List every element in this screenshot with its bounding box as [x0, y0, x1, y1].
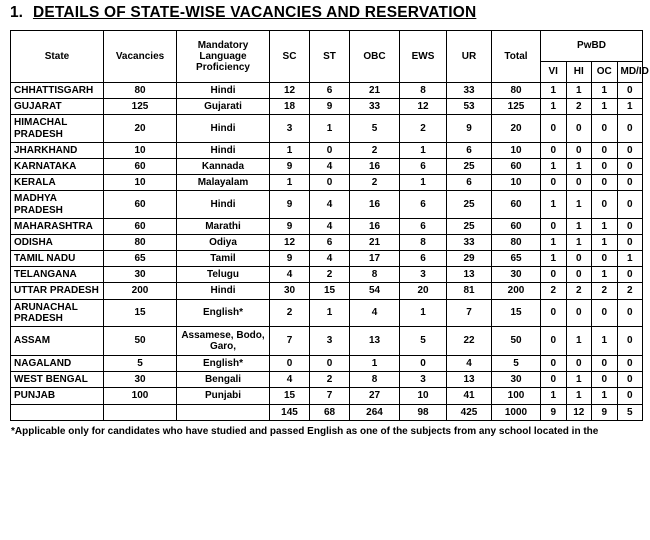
cell-oc: 1	[592, 234, 618, 250]
cell-language: Odiya	[177, 234, 270, 250]
cell-st: 4	[310, 191, 350, 218]
total-obc: 264	[350, 404, 400, 420]
col-header-pwbd: PwBD	[541, 31, 643, 62]
cell-vacancies: 60	[104, 218, 177, 234]
cell-vacancies: 60	[104, 191, 177, 218]
cell-blank	[11, 404, 104, 420]
cell-obc: 21	[350, 83, 400, 99]
cell-vacancies: 125	[104, 99, 177, 115]
cell-vacancies: 200	[104, 283, 177, 299]
cell-total: 15	[492, 299, 541, 326]
table-row	[11, 372, 643, 388]
cell-mdid: 2	[617, 283, 643, 299]
cell-vacancies: 30	[104, 267, 177, 283]
cell-st: 6	[310, 234, 350, 250]
cell-ews: 3	[400, 267, 447, 283]
col-header-st: ST	[310, 31, 350, 83]
cell-st: 15	[310, 283, 350, 299]
total-sc: 145	[270, 404, 310, 420]
cell-hi: 0	[566, 267, 592, 283]
total-hi: 12	[566, 404, 592, 420]
cell-language: Kannada	[177, 158, 270, 174]
cell-st: 4	[310, 218, 350, 234]
cell-total: 125	[492, 99, 541, 115]
cell-ews: 8	[400, 234, 447, 250]
cell-language: Marathi	[177, 218, 270, 234]
table-row	[11, 388, 643, 404]
cell-ur: 29	[447, 251, 492, 267]
table-row	[11, 142, 643, 158]
cell-st: 7	[310, 388, 350, 404]
cell-state: ARUNACHAL PRADESH	[11, 299, 104, 326]
table-row	[11, 175, 643, 191]
cell-vacancies: 50	[104, 327, 177, 356]
cell-ews: 6	[400, 158, 447, 174]
cell-obc: 17	[350, 251, 400, 267]
cell-vi: 1	[541, 388, 567, 404]
cell-state: PUNJAB	[11, 388, 104, 404]
cell-vi: 1	[541, 83, 567, 99]
cell-hi: 2	[566, 283, 592, 299]
col-header-total: Total	[492, 31, 541, 83]
col-header-vacancies: Vacancies	[104, 31, 177, 83]
total-ur: 425	[447, 404, 492, 420]
cell-state: TAMIL NADU	[11, 251, 104, 267]
cell-ur: 22	[447, 327, 492, 356]
cell-total: 80	[492, 234, 541, 250]
cell-vi: 1	[541, 158, 567, 174]
cell-state: UTTAR PRADESH	[11, 283, 104, 299]
cell-state: MADHYA PRADESH	[11, 191, 104, 218]
cell-ews: 6	[400, 191, 447, 218]
cell-language: Malayalam	[177, 175, 270, 191]
cell-state: JHARKHAND	[11, 142, 104, 158]
cell-language: Telugu	[177, 267, 270, 283]
cell-language: Hindi	[177, 115, 270, 142]
col-header-ur: UR	[447, 31, 492, 83]
table-row	[11, 218, 643, 234]
cell-vacancies: 65	[104, 251, 177, 267]
cell-total: 30	[492, 267, 541, 283]
cell-mdid: 0	[617, 327, 643, 356]
cell-hi: 1	[566, 83, 592, 99]
cell-st: 4	[310, 251, 350, 267]
cell-language: English*	[177, 299, 270, 326]
cell-obc: 8	[350, 372, 400, 388]
cell-sc: 30	[270, 283, 310, 299]
cell-total: 60	[492, 218, 541, 234]
cell-ews: 0	[400, 356, 447, 372]
cell-ews: 6	[400, 218, 447, 234]
cell-sc: 12	[270, 83, 310, 99]
cell-st: 0	[310, 356, 350, 372]
cell-oc: 0	[592, 175, 618, 191]
col-header-obc: OBC	[350, 31, 400, 83]
cell-hi: 0	[566, 356, 592, 372]
col-header-sc: SC	[270, 31, 310, 83]
cell-st: 6	[310, 83, 350, 99]
cell-total: 60	[492, 158, 541, 174]
cell-hi: 0	[566, 142, 592, 158]
cell-vacancies: 20	[104, 115, 177, 142]
cell-hi: 2	[566, 99, 592, 115]
table-row	[11, 158, 643, 174]
cell-language: Hindi	[177, 142, 270, 158]
cell-language: Gujarati	[177, 99, 270, 115]
cell-ews: 1	[400, 142, 447, 158]
cell-ur: 81	[447, 283, 492, 299]
cell-state: KERALA	[11, 175, 104, 191]
cell-vi: 0	[541, 372, 567, 388]
cell-mdid: 0	[617, 299, 643, 326]
col-header-oc: OC	[592, 62, 618, 83]
cell-st: 4	[310, 158, 350, 174]
cell-oc: 0	[592, 356, 618, 372]
cell-obc: 8	[350, 267, 400, 283]
cell-total: 60	[492, 191, 541, 218]
cell-sc: 9	[270, 191, 310, 218]
cell-hi: 1	[566, 158, 592, 174]
cell-language: Hindi	[177, 83, 270, 99]
section-number: 1.	[10, 4, 23, 21]
state-wise-vacancy-table	[10, 30, 649, 421]
cell-vi: 0	[541, 356, 567, 372]
cell-vacancies: 80	[104, 234, 177, 250]
cell-ur: 41	[447, 388, 492, 404]
cell-vacancies: 80	[104, 83, 177, 99]
cell-st: 0	[310, 142, 350, 158]
cell-oc: 1	[592, 388, 618, 404]
cell-state: NAGALAND	[11, 356, 104, 372]
cell-obc: 54	[350, 283, 400, 299]
cell-ur: 53	[447, 99, 492, 115]
cell-ur: 6	[447, 175, 492, 191]
cell-mdid: 1	[617, 251, 643, 267]
cell-sc: 9	[270, 218, 310, 234]
cell-oc: 1	[592, 218, 618, 234]
cell-obc: 21	[350, 234, 400, 250]
cell-ur: 13	[447, 372, 492, 388]
cell-vi: 2	[541, 283, 567, 299]
cell-vi: 1	[541, 99, 567, 115]
cell-oc: 0	[592, 372, 618, 388]
col-header-ews: EWS	[400, 31, 447, 83]
cell-oc: 0	[592, 299, 618, 326]
cell-state: HIMACHAL PRADESH	[11, 115, 104, 142]
cell-total: 50	[492, 327, 541, 356]
cell-vi: 0	[541, 142, 567, 158]
cell-sc: 7	[270, 327, 310, 356]
table-header	[11, 31, 649, 83]
cell-blank	[104, 404, 177, 420]
cell-oc: 0	[592, 115, 618, 142]
cell-mdid: 0	[617, 175, 643, 191]
cell-ews: 2	[400, 115, 447, 142]
cell-oc: 1	[592, 83, 618, 99]
cell-sc: 4	[270, 372, 310, 388]
cell-sc: 0	[270, 356, 310, 372]
cell-hi: 1	[566, 372, 592, 388]
cell-oc: 0	[592, 158, 618, 174]
table-row	[11, 115, 643, 142]
page-title	[8, 0, 642, 30]
cell-sc: 12	[270, 234, 310, 250]
cell-mdid: 0	[617, 372, 643, 388]
cell-st: 1	[310, 115, 350, 142]
cell-oc: 0	[592, 142, 618, 158]
cell-state: WEST BENGAL	[11, 372, 104, 388]
cell-ews: 10	[400, 388, 447, 404]
cell-mdid: 0	[617, 356, 643, 372]
cell-ur: 7	[447, 299, 492, 326]
cell-state: ODISHA	[11, 234, 104, 250]
cell-vacancies: 10	[104, 175, 177, 191]
cell-ur: 33	[447, 83, 492, 99]
cell-oc: 2	[592, 283, 618, 299]
cell-vi: 0	[541, 267, 567, 283]
cell-sc: 9	[270, 251, 310, 267]
cell-hi: 0	[566, 115, 592, 142]
table-row	[11, 356, 643, 372]
table-row	[11, 283, 643, 299]
cell-language: Tamil	[177, 251, 270, 267]
cell-obc: 16	[350, 191, 400, 218]
cell-st: 1	[310, 299, 350, 326]
table-row	[11, 83, 643, 99]
cell-total: 10	[492, 142, 541, 158]
cell-mdid: 0	[617, 267, 643, 283]
cell-hi: 1	[566, 218, 592, 234]
cell-state: GUJARAT	[11, 99, 104, 115]
cell-st: 2	[310, 267, 350, 283]
total-all: 1000	[492, 404, 541, 420]
cell-blank	[177, 404, 270, 420]
cell-mdid: 0	[617, 115, 643, 142]
cell-hi: 1	[566, 388, 592, 404]
cell-obc: 5	[350, 115, 400, 142]
col-header-mdid: MD/ID	[617, 62, 643, 83]
table-body	[11, 83, 643, 421]
cell-total: 20	[492, 115, 541, 142]
total-mdid: 5	[617, 404, 643, 420]
cell-state: KARNATAKA	[11, 158, 104, 174]
cell-hi: 0	[566, 175, 592, 191]
cell-oc: 1	[592, 99, 618, 115]
cell-vi: 0	[541, 299, 567, 326]
cell-obc: 13	[350, 327, 400, 356]
col-header-hi: HI	[566, 62, 592, 83]
cell-obc: 33	[350, 99, 400, 115]
cell-oc: 1	[592, 267, 618, 283]
cell-language: Hindi	[177, 283, 270, 299]
cell-st: 0	[310, 175, 350, 191]
cell-ews: 5	[400, 327, 447, 356]
table-row	[11, 234, 643, 250]
cell-hi: 1	[566, 234, 592, 250]
cell-ur: 25	[447, 158, 492, 174]
cell-ur: 25	[447, 191, 492, 218]
cell-ews: 20	[400, 283, 447, 299]
cell-state: ASSAM	[11, 327, 104, 356]
cell-sc: 15	[270, 388, 310, 404]
total-oc: 9	[592, 404, 618, 420]
table-row	[11, 191, 643, 218]
cell-total: 200	[492, 283, 541, 299]
cell-obc: 2	[350, 175, 400, 191]
cell-ur: 13	[447, 267, 492, 283]
cell-ur: 33	[447, 234, 492, 250]
cell-obc: 4	[350, 299, 400, 326]
cell-vi: 1	[541, 234, 567, 250]
col-header-state: State	[11, 31, 104, 83]
cell-vi: 0	[541, 175, 567, 191]
cell-vacancies: 30	[104, 372, 177, 388]
cell-ews: 6	[400, 251, 447, 267]
cell-vi: 0	[541, 218, 567, 234]
cell-sc: 3	[270, 115, 310, 142]
cell-ews: 1	[400, 299, 447, 326]
table-row	[11, 299, 643, 326]
cell-vacancies: 60	[104, 158, 177, 174]
cell-vi: 0	[541, 115, 567, 142]
cell-mdid: 0	[617, 388, 643, 404]
cell-language: English*	[177, 356, 270, 372]
cell-oc: 0	[592, 191, 618, 218]
cell-hi: 1	[566, 327, 592, 356]
table-row	[11, 267, 643, 283]
section-title: DETAILS OF STATE-WISE VACANCIES AND RESERVATION	[32, 4, 477, 21]
cell-hi: 1	[566, 191, 592, 218]
table-row	[11, 327, 643, 356]
cell-total: 30	[492, 372, 541, 388]
total-st: 68	[310, 404, 350, 420]
cell-ur: 6	[447, 142, 492, 158]
cell-total: 100	[492, 388, 541, 404]
cell-language: Punjabi	[177, 388, 270, 404]
cell-mdid: 0	[617, 191, 643, 218]
cell-mdid: 0	[617, 218, 643, 234]
cell-obc: 16	[350, 218, 400, 234]
cell-mdid: 1	[617, 99, 643, 115]
cell-ews: 1	[400, 175, 447, 191]
total-vi: 9	[541, 404, 567, 420]
cell-vi: 0	[541, 327, 567, 356]
table-totals-row	[11, 404, 643, 420]
cell-st: 3	[310, 327, 350, 356]
cell-language: Bengali	[177, 372, 270, 388]
table-row	[11, 251, 643, 267]
cell-sc: 4	[270, 267, 310, 283]
cell-ur: 9	[447, 115, 492, 142]
cell-sc: 18	[270, 99, 310, 115]
cell-mdid: 0	[617, 142, 643, 158]
cell-oc: 1	[592, 327, 618, 356]
cell-language: Assamese, Bodo, Garo,	[177, 327, 270, 356]
cell-obc: 16	[350, 158, 400, 174]
cell-total: 10	[492, 175, 541, 191]
footnote-text: *Applicable only for candidates who have studied and passed English as one of the subjects from any school located in the	[11, 425, 599, 437]
cell-mdid: 0	[617, 83, 643, 99]
cell-mdid: 0	[617, 234, 643, 250]
cell-st: 9	[310, 99, 350, 115]
cell-ews: 3	[400, 372, 447, 388]
cell-st: 2	[310, 372, 350, 388]
cell-hi: 0	[566, 299, 592, 326]
cell-ur: 25	[447, 218, 492, 234]
cell-vacancies: 10	[104, 142, 177, 158]
cell-state: MAHARASHTRA	[11, 218, 104, 234]
cell-state: CHHATTISGARH	[11, 83, 104, 99]
cell-vacancies: 5	[104, 356, 177, 372]
cell-obc: 1	[350, 356, 400, 372]
cell-ews: 8	[400, 83, 447, 99]
cell-total: 65	[492, 251, 541, 267]
total-ews: 98	[400, 404, 447, 420]
cell-vacancies: 100	[104, 388, 177, 404]
cell-sc: 2	[270, 299, 310, 326]
cell-sc: 9	[270, 158, 310, 174]
cell-obc: 27	[350, 388, 400, 404]
cell-vi: 1	[541, 251, 567, 267]
cell-hi: 0	[566, 251, 592, 267]
cell-language: Hindi	[177, 191, 270, 218]
cell-ews: 12	[400, 99, 447, 115]
table-row	[11, 99, 643, 115]
cell-mdid: 0	[617, 158, 643, 174]
header-row-primary	[11, 31, 643, 62]
cell-sc: 1	[270, 175, 310, 191]
cell-state: TELANGANA	[11, 267, 104, 283]
cell-obc: 2	[350, 142, 400, 158]
cell-ur: 4	[447, 356, 492, 372]
cell-sc: 1	[270, 142, 310, 158]
col-header-language: Mandatory Language Proficiency	[177, 31, 270, 83]
cell-oc: 0	[592, 251, 618, 267]
cell-vacancies: 15	[104, 299, 177, 326]
cell-vi: 1	[541, 191, 567, 218]
col-header-vi: VI	[541, 62, 567, 83]
cell-total: 80	[492, 83, 541, 99]
cell-total: 5	[492, 356, 541, 372]
